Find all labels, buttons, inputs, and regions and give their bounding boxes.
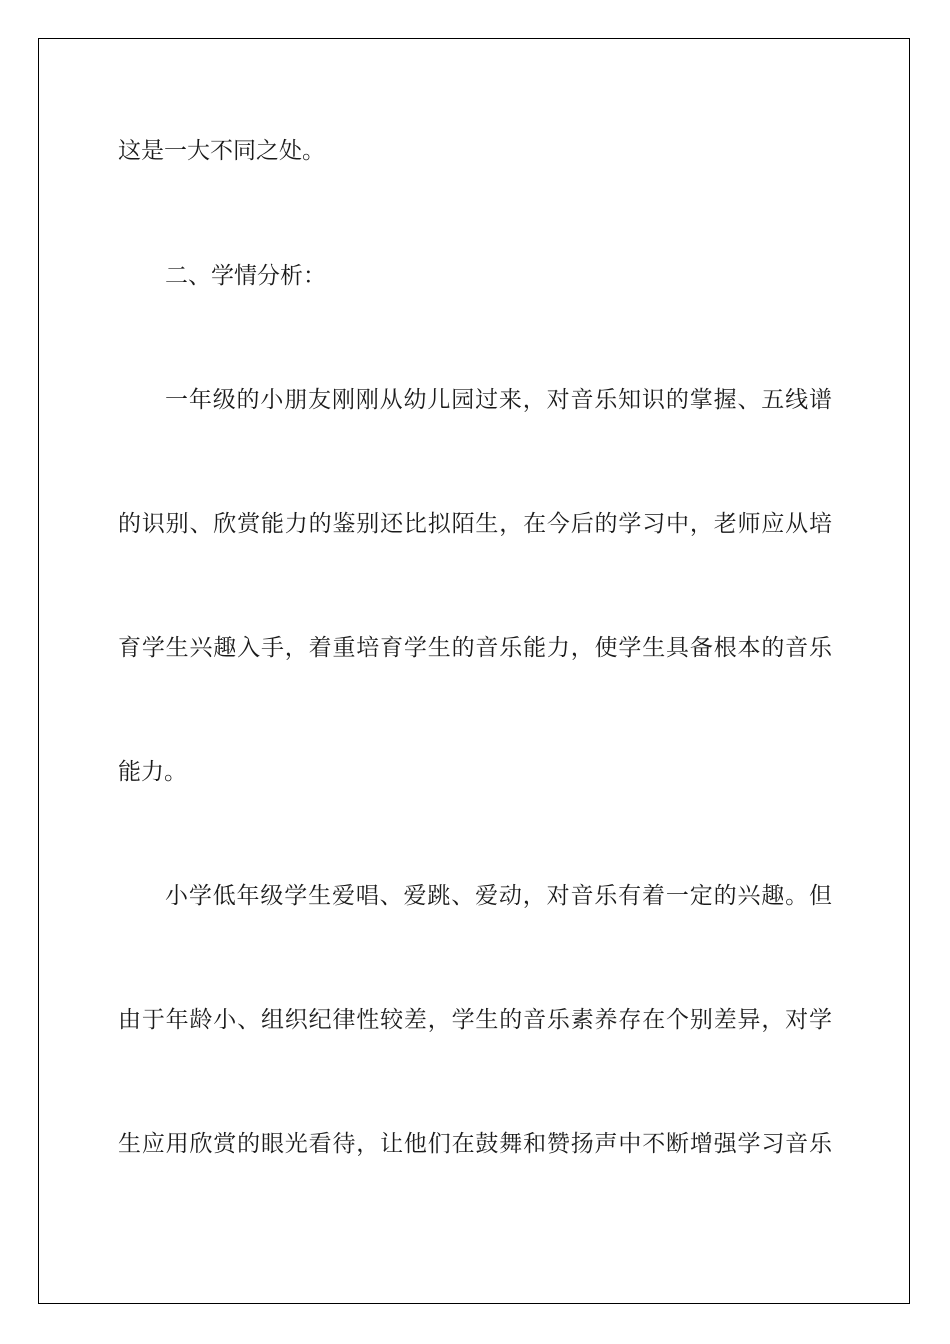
text-line-4: 的识别、欣赏能力的鉴别还比拟陌生，在今后的学习中，老师应从培 — [118, 511, 832, 537]
text-line-1: 这是一大不同之处。 — [118, 138, 325, 164]
text-line-7: 小学低年级学生爱唱、爱跳、爱动，对音乐有着一定的兴趣。但 — [165, 883, 832, 909]
text-line-3: 一年级的小朋友刚刚从幼儿园过来，对音乐知识的掌握、五线谱 — [165, 387, 832, 413]
section-heading: 二、学情分析： — [165, 263, 326, 289]
text-line-9: 生应用欣赏的眼光看待，让他们在鼓舞和赞扬声中不断增强学习音乐 — [118, 1131, 832, 1157]
text-line-6: 能力。 — [118, 759, 187, 785]
text-line-8: 由于年龄小、组织纪律性较差，学生的音乐素养存在个别差异，对学 — [118, 1007, 832, 1033]
text-line-5: 育学生兴趣入手，着重培育学生的音乐能力，使学生具备根本的音乐 — [118, 635, 832, 661]
page-border — [38, 38, 910, 1304]
